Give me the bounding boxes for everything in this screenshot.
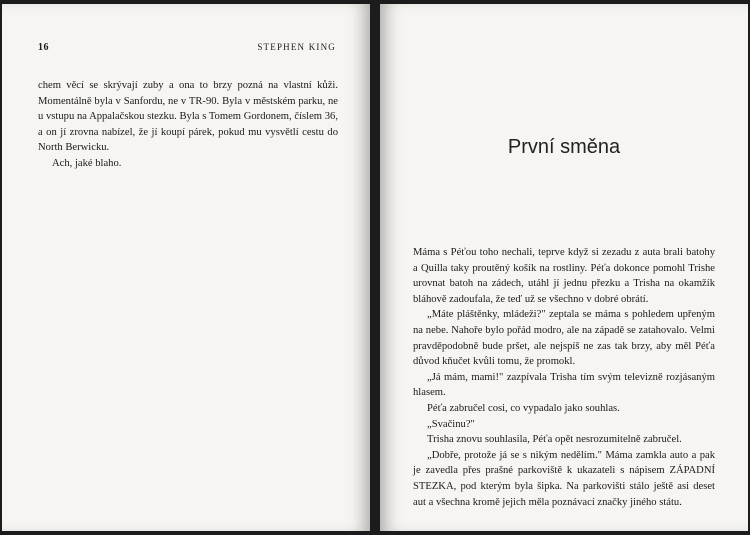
- paragraph: Máma s Péťou toho nechali, teprve když si zezadu z auta brali batohy a Quilla taky proutěný košík na rostliny. Péťa dokonce pomohl Trishe urovnat batoh na zádech, utáhl jí jednu přezku a Trisha na okamžík bláhově zadoufala, že teď už se všechno v dobré obrátí.: [413, 247, 715, 305]
- paragraph: Ach, jaké blaho.: [52, 157, 122, 169]
- paragraph: chem věcí se skrývají zuby a ona to brzy pozná na vlastní kůži. Momentálně byla v Sanfordu, ne v TR-90. Byla v městském parku, ne u vstupu na Appalačskou stezku. Byla s Tomem Gordonem, číslem 36, a on jí zrovna nabízel, že jí koupí párek, pokud mu vysvětlí cestu do North Berwicku.: [38, 80, 338, 154]
- right-page-text: [413, 245, 715, 510]
- chapter-title: První směna: [507, 136, 621, 158]
- right-page: [380, 4, 748, 531]
- paragraph: „Máte pláštěnky, mládeži?" zeptala se máma s pohledem upřeným na nebe. Nahoře bylo pořád modro, ale na západě se zatahovalo. Velmi pravděpodobně bude pršet, ale nejspíš ne zas tak brzy, aby měl Péťa důvod kňučet kvůli tomu, že promokl.: [413, 309, 715, 368]
- left-page: [2, 4, 370, 531]
- page-number: 16: [38, 42, 49, 53]
- left-page-text: [38, 78, 338, 172]
- paragraph: Trisha znovu souhlasila, Péťa opět nesrozumitelně zabručel.: [427, 434, 682, 446]
- paragraph: Péťa zabručel cosi, co vypadalo jako souhlas.: [427, 402, 620, 414]
- paragraph: „Svačinu?": [427, 418, 475, 430]
- paragraph: „Já mám, mami!" zazpívala Trisha tím svým televizně rozjásaným hlasem.: [413, 371, 715, 399]
- paragraph: „Dobře, protože já se s nikým nedělím." Máma zamkla auto a pak je zavedla přes prašné parkoviště k ukazateli s nápisem ZÁPADNÍ STEZKA, pod kterým byla šipka. Na parkovišti stálo ještě asi deset aut a všechna kromě jejich měla poznávací značky jiného státu.: [413, 449, 715, 508]
- running-head: STEPHEN KING: [257, 42, 336, 52]
